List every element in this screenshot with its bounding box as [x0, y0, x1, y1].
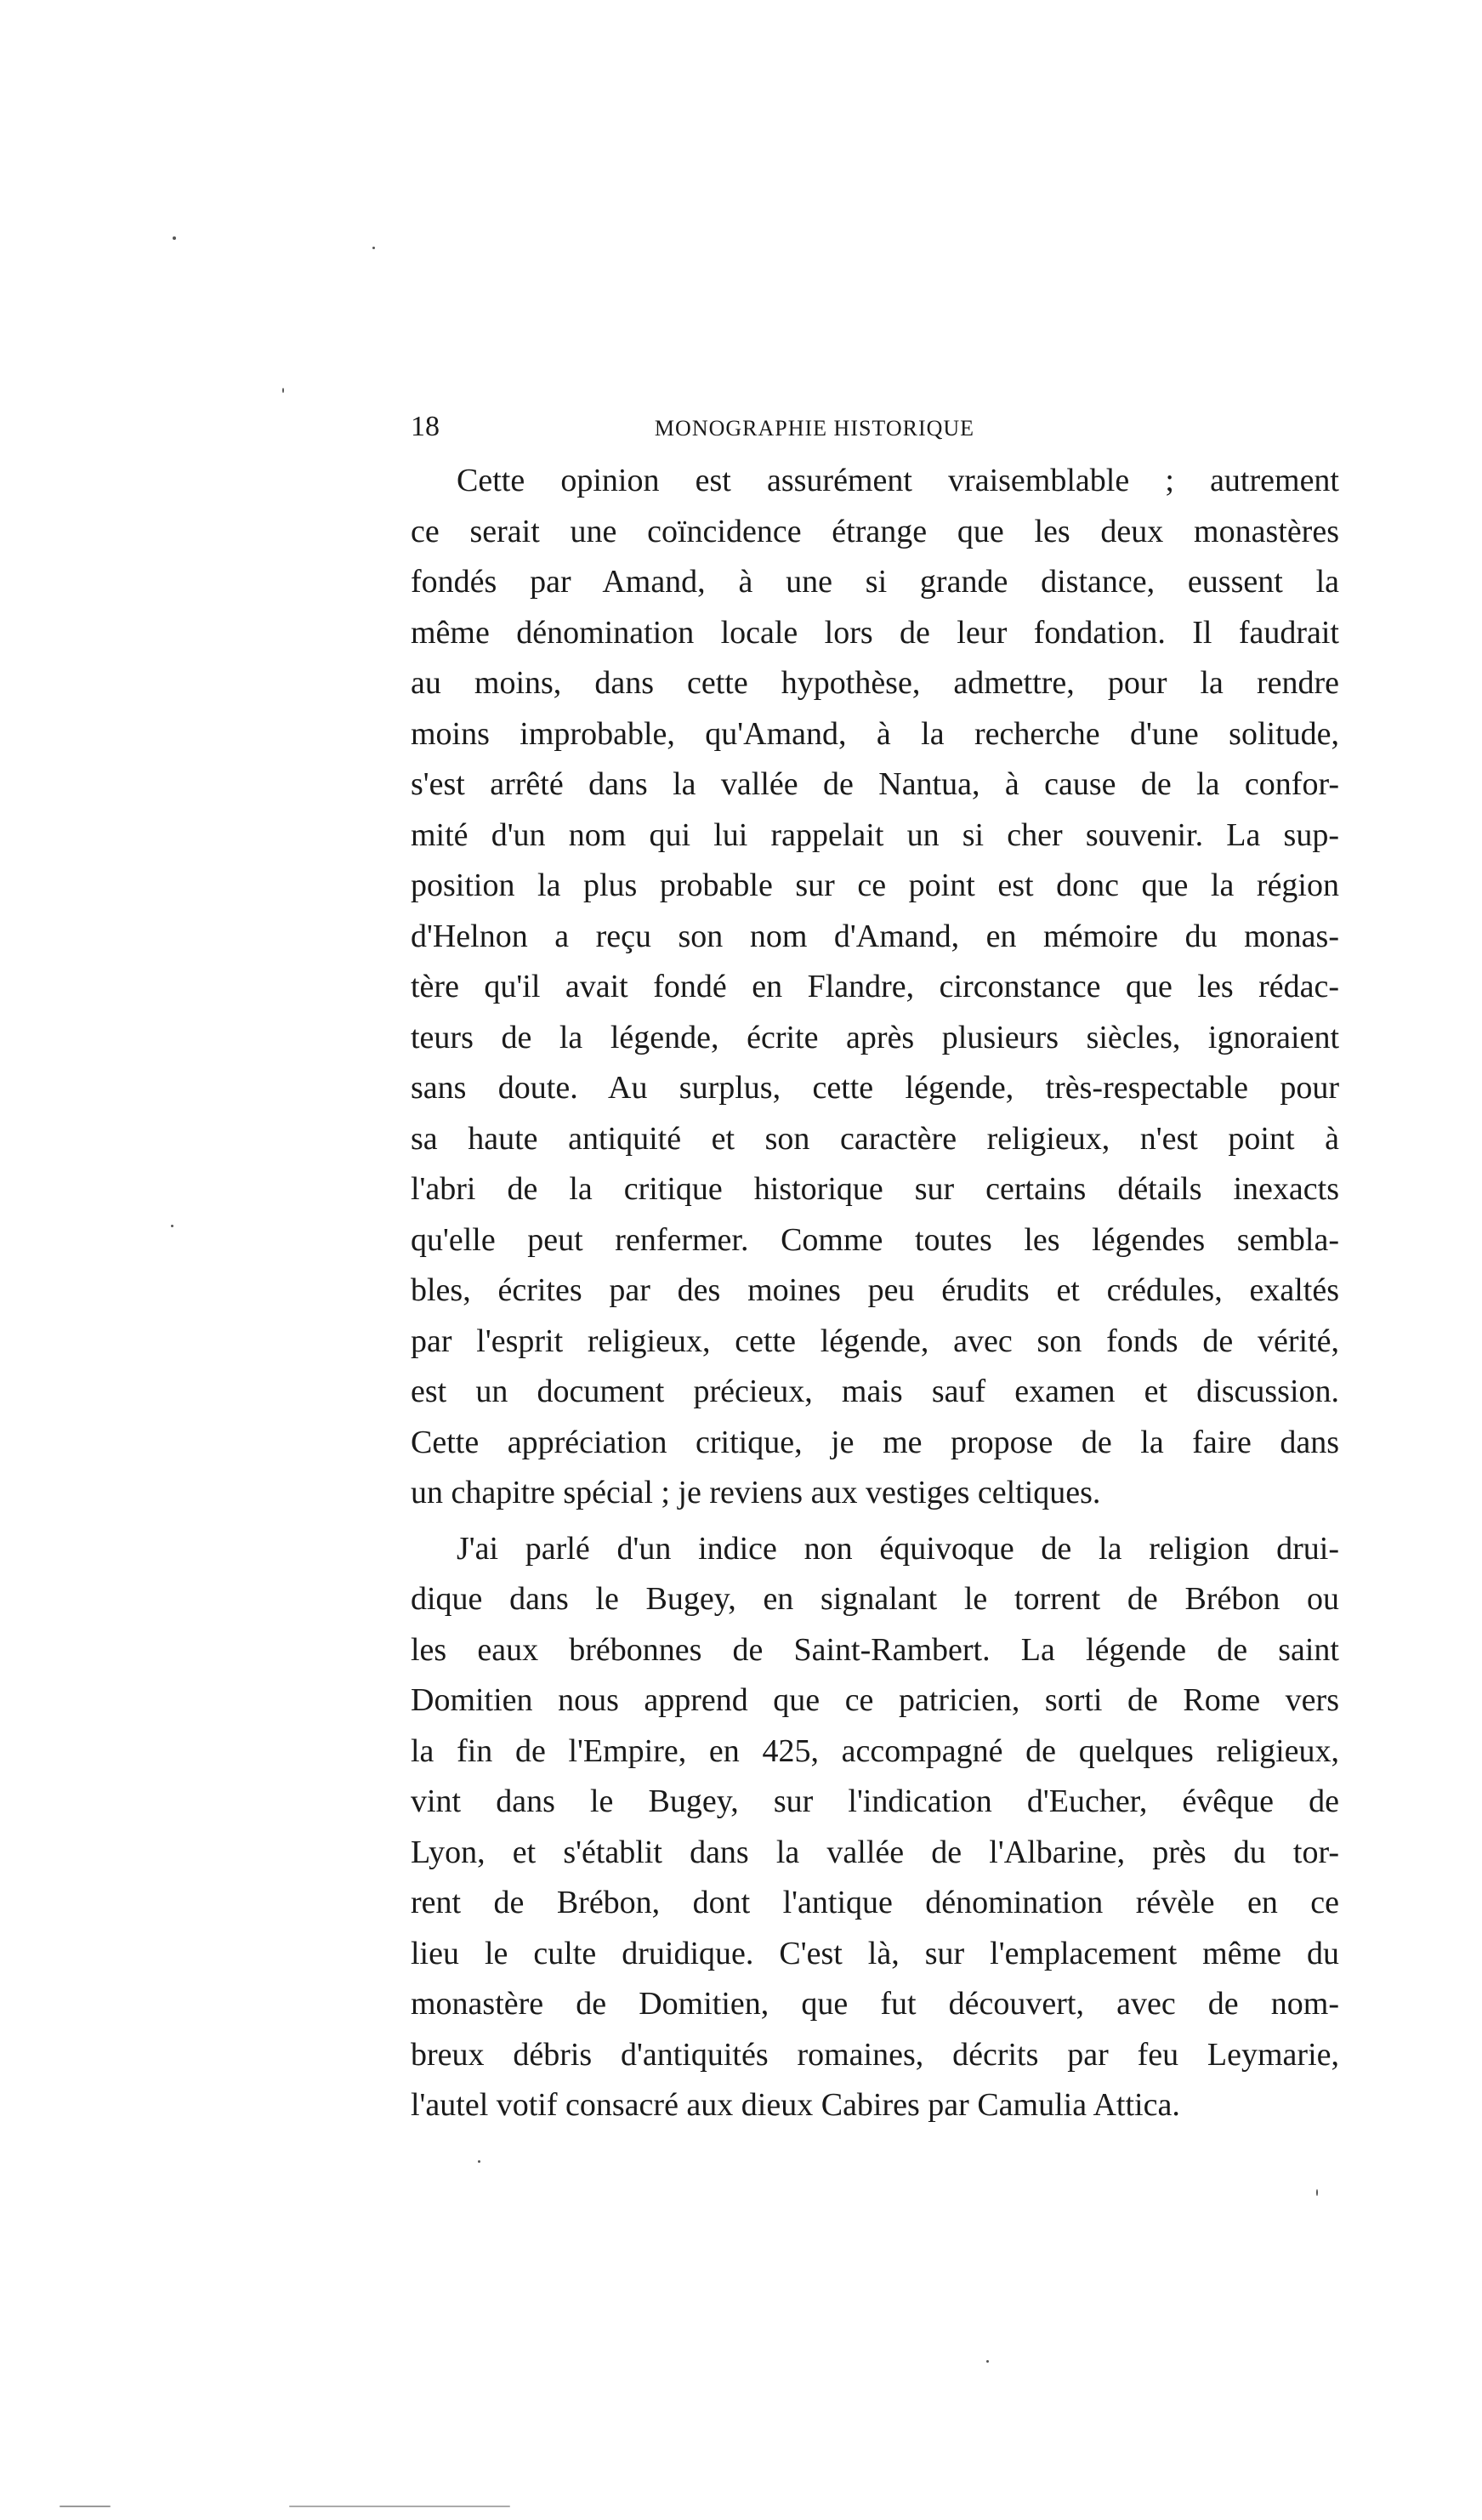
scan-speck [60, 2506, 111, 2507]
text-line: monastère de Domitien, que fut découvert, avec de nom- [411, 1986, 1339, 2022]
text-line: bles, écrites par des moines peu érudits et crédules, exaltés [411, 1272, 1339, 1308]
text-line: rent de Brébon, dont l'antique dénomination révèle en ce [411, 1885, 1339, 1920]
scan-speck [171, 1225, 173, 1227]
text-line: sa haute antiquité et son caractère religieux, n'est point à [411, 1120, 1339, 1157]
paragraph-1 [411, 456, 1339, 1519]
text-line: vint dans le Bugey, sur l'indication d'Eucher, évêque de [411, 1783, 1339, 1819]
paragraph-2 [411, 1524, 1339, 2131]
text-line: même dénomination locale lors de leur fondation. Il faudrait [411, 614, 1339, 651]
text-line: teurs de la légende, écrite après plusieurs siècles, ignoraient [411, 1019, 1339, 1055]
text-line: fondés par Amand, à une si grande distance, eussent la [411, 564, 1339, 600]
text-line: tère qu'il avait fondé en Flandre, circonstance que les rédac- [411, 969, 1339, 1004]
scan-speck [289, 2506, 510, 2507]
text-line: position la plus probable sur ce point est donc que la région [411, 867, 1339, 903]
text-line: l'abri de la critique historique sur certains détails inexacts [411, 1171, 1339, 1207]
text-line: Cette opinion est assurément vraisemblable ; autrement [457, 463, 1339, 498]
text-line: mité d'un nom qui lui rappelait un si cher souvenir. La sup- [411, 816, 1339, 853]
running-head [411, 410, 1099, 444]
text-line: moins improbable, qu'Amand, à la recherche d'une solitude, [411, 715, 1339, 752]
running-title: MONOGRAPHIE HISTORIQUE [654, 416, 975, 441]
scan-speck [173, 236, 176, 240]
text-line: J'ai parlé d'un indice non équivoque de la religion drui- [457, 1530, 1339, 1567]
page-number: 18 [411, 411, 440, 442]
text-line: est un document précieux, mais sauf examen et discussion. [411, 1374, 1339, 1409]
text-line: s'est arrêté dans la vallée de Nantua, à cause de la confor- [411, 766, 1339, 802]
text-line: ce serait une coïncidence étrange que les deux monastères [411, 513, 1339, 549]
text-line: breux débris d'antiquités romaines, décrits par feu Leymarie, [411, 2036, 1339, 2073]
text-line: les eaux brébonnes de Saint-Rambert. La légende de saint [411, 1631, 1339, 1668]
text-line: qu'elle peut renfermer. Comme toutes les légendes sembla- [411, 1221, 1339, 1258]
text-line: dique dans le Bugey, en signalant le torrent de Brébon ou [411, 1581, 1339, 1617]
body-text [411, 456, 1339, 2131]
text-line: par l'esprit religieux, cette légende, avec son fonds de vérité, [411, 1323, 1339, 1359]
text-line: la fin de l'Empire, en 425, accompagné de quelques religieux, [411, 1732, 1339, 1769]
scan-speck [282, 388, 284, 393]
text-line: d'Helnon a reçu son nom d'Amand, en mémoire du monas- [411, 918, 1339, 954]
text-line: Domitien nous apprend que ce patricien, sorti de Rome vers [411, 1682, 1339, 1718]
text-line: un chapitre spécial ; je reviens aux vestiges celtiques. [411, 1475, 1101, 1510]
scan-speck [372, 247, 375, 249]
text-line: l'autel votif consacré aux dieux Cabires par Camulia Attica. [411, 2087, 1180, 2123]
scan-speck [986, 2360, 989, 2363]
text-line: au moins, dans cette hypothèse, admettre, pour la rendre [411, 665, 1339, 701]
text-line: lieu le culte druidique. C'est là, sur l'emplacement même du [411, 1935, 1339, 1971]
text-line: Lyon, et s'établit dans la vallée de l'Albarine, près du tor- [411, 1834, 1339, 1870]
text-line: Cette appréciation critique, je me propose de la faire dans [411, 1424, 1339, 1460]
scan-speck [478, 2160, 480, 2163]
scan-speck [1316, 2189, 1318, 2196]
text-line: sans doute. Au surplus, cette légende, très-respectable pour [411, 1070, 1339, 1106]
